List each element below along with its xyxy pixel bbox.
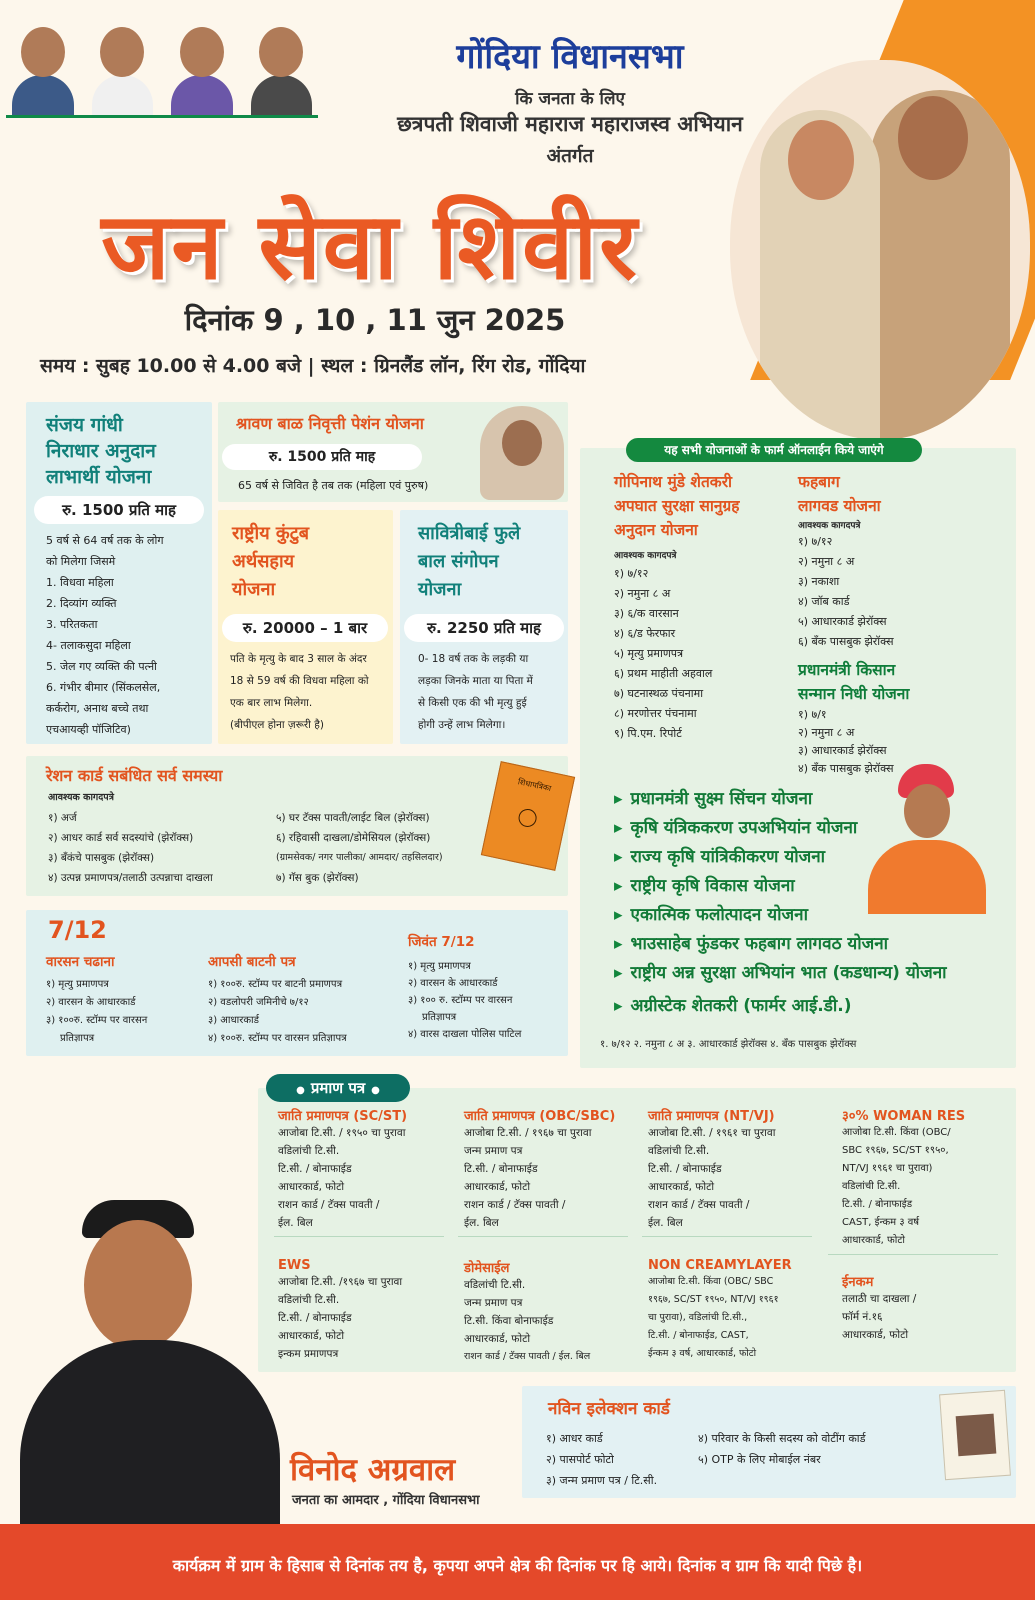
- list-item: १) ७/१२: [798, 535, 833, 548]
- sanjay-title-line: निराधार अनुदान: [46, 440, 156, 462]
- sanjay-title-line: संजय गांधी: [46, 414, 123, 436]
- list-item: जन्म प्रमाण पत्र: [464, 1145, 523, 1157]
- list-item: टि.सी. / बोनाफाईड, CAST,: [648, 1330, 749, 1341]
- election-docs-right: [698, 1428, 866, 1470]
- leader-photo: [245, 19, 319, 115]
- kutumb-panel: [218, 510, 393, 744]
- cert-non-creamylayer: [648, 1258, 808, 1363]
- list-item: आजोबा टि.सी. / १९५० चा पुरावा: [278, 1127, 406, 1139]
- list-item: आधारकार्ड, फोटो: [842, 1235, 905, 1246]
- cert-title: जाति प्रमाणपत्र (NT/VJ): [648, 1109, 775, 1124]
- list-item: राशन कार्ड / टॅक्स पावती /: [648, 1199, 750, 1211]
- list-item: १) अर्ज: [48, 812, 77, 824]
- scheme-item: ▸ प्रधानमंत्री सुक्ष्म सिंचन योजना: [614, 786, 812, 809]
- list-item: आजोबा टि.सी. /१९६७ चा पुरावा: [278, 1276, 403, 1288]
- list-item: पति के मृत्यु के बाद 3 साल के अंदर: [230, 653, 367, 665]
- list-item: 0- 18 वर्ष तक के लड़की या: [418, 653, 529, 665]
- list-item: लड़का जिनके माता या पिता में: [418, 675, 533, 687]
- sanjay-amount: रु. 1500 प्रति माह: [34, 496, 204, 524]
- for-people-text: कि जनता के लिए: [515, 89, 625, 109]
- mla-name: विनोद अग्रवाल: [290, 1452, 456, 1488]
- list-item: ५) मृत्यु प्रमाणपत्र: [614, 647, 684, 660]
- cert-ews: [278, 1258, 438, 1363]
- scheme-item: ▸ एकात्मिक फलोत्पादन योजना: [614, 902, 808, 925]
- savitri-title-line: बाल संगोपन: [418, 551, 499, 572]
- list-item: ४) वारस दाखला पोलिस पाटिल: [408, 1029, 522, 1040]
- list-item: ४) परिवार के किसी सदस्य को वोटींग कार्ड: [698, 1432, 866, 1445]
- list-item: (ग्रामसेवक/ नगर पालीका/ आमदार/ तहसिलदार): [276, 852, 443, 863]
- ration-card-book-image: [481, 761, 575, 871]
- list-item: फॉर्म नं.१६: [842, 1311, 883, 1323]
- ration-card-panel: [26, 756, 568, 896]
- election-card-panel: [522, 1386, 1016, 1498]
- gopinath-title-line: अनुदान योजना: [614, 521, 698, 539]
- leader-photo: [165, 19, 239, 115]
- varsan-title: वारसन चढाना: [46, 954, 115, 970]
- list-item: २) वडलोपरी जमिनीचे ७/१२: [208, 997, 309, 1008]
- kutumb-title-line: राष्ट्रीय कुंटुब: [232, 523, 310, 544]
- leader-photo: [6, 19, 80, 115]
- footer-notice-strip: [0, 1524, 1035, 1600]
- list-item: २) वारसन के आधारकार्ड: [46, 997, 136, 1008]
- list-item: टि.सी. किंवा बोनाफाईड: [464, 1315, 554, 1327]
- gopinath-title-line: गोपिनाथ मुंडे शेतकरी: [614, 473, 733, 491]
- certificates-panel: [258, 1088, 1016, 1372]
- cert-woman-res: [842, 1106, 1002, 1250]
- list-item: ३) नकाशा: [798, 575, 840, 588]
- list-item: २) नमुना ८ अ: [798, 555, 855, 568]
- elderly-woman-photo: [480, 406, 564, 500]
- list-item: आजोबा टि.सी. / १९६१ चा पुरावा: [648, 1127, 776, 1139]
- list-item: होगी उन्हें लाभ मिलेगा।: [418, 719, 506, 731]
- list-item: १) आधर कार्ड: [546, 1432, 603, 1445]
- list-item: ४) जॉब कार्ड: [798, 595, 850, 608]
- list-item: 5. जेल गए व्यक्ति की पत्नी: [46, 660, 157, 673]
- list-item: CAST, ईन्कम ३ वर्ष: [842, 1217, 920, 1228]
- list-item: 18 से 59 वर्ष की विधवा महिला को: [230, 675, 369, 687]
- main-title: जन सेवा शिवीर: [101, 193, 639, 300]
- cert-domicile: [464, 1258, 624, 1366]
- election-title: नविन इलेक्शन कार्ड: [548, 1399, 670, 1419]
- list-item: आधारकार्ड, फोटो: [648, 1181, 715, 1193]
- kutumb-title-line: योजना: [232, 579, 276, 600]
- scheme-item: ▸ अग्रीस्टेक शेतकरी (फार्मर आई.डी.): [614, 993, 851, 1016]
- list-item: २) नमुना ८ अ: [614, 587, 671, 600]
- list-item: आजोबा टि.सी. / १९६७ चा पुरावा: [464, 1127, 592, 1139]
- campaign-title: छत्रपती शिवाजी महाराज महाराजस्व अभियान: [397, 112, 743, 136]
- gopinath-title-line: अपघात सुरक्षा सानुग्रह: [614, 497, 740, 515]
- list-item: ६) बँक पासबुक झेरॉक्स: [798, 635, 894, 648]
- sanjay-title-line: लाभार्थी योजना: [46, 466, 152, 488]
- seven-twelve-title: 7/12: [48, 916, 107, 944]
- gopinath-docs-list: [614, 564, 712, 744]
- kutumb-details: [230, 648, 369, 736]
- cert-sc-st: [278, 1106, 438, 1232]
- list-item: 4- तलाकसुदा महिला: [46, 639, 131, 652]
- fahbag-docs-label: आवश्यक कागदपत्रे: [798, 521, 861, 531]
- savitri-amount: रु. 2250 प्रति माह: [404, 614, 564, 642]
- list-item: 2. दिव्यांग व्यक्ति: [46, 597, 117, 610]
- list-item: टि.सी. / बोनाफाईड: [278, 1312, 352, 1324]
- scheme-item: ▸ कृषि यंत्रिककरण उपअभियांन योजना: [614, 815, 857, 838]
- list-item: ५) आधारकार्ड झेरॉक्स: [798, 615, 887, 628]
- sanjay-gandhi-panel: [26, 402, 212, 744]
- footer-notice: कार्यक्रम में ग्राम के हिसाब से दिनांक तय है, कृपया अपने क्षेत्र की दिनांक पर हि आये। दिनांक व ग्राम कि यादी पिछे है।: [172, 1556, 863, 1575]
- list-item: ५) घर टॅक्स पावती/लाईट बिल (झेरॉक्स): [276, 812, 430, 824]
- list-item: ४) उत्पन्न प्रमाणपत्र/तलाठी उत्पन्नाचा दाखला: [48, 872, 213, 884]
- savitri-title-line: योजना: [418, 579, 462, 600]
- cert-title: जाति प्रमाणपत्र (SC/ST): [278, 1109, 408, 1124]
- list-item: ४) १००रु. स्टॉम्प पर वारसन प्रतिज्ञापत्र: [208, 1033, 347, 1044]
- list-item: २) आधर कार्ड सर्व सदस्यांचे (झेरॉक्स): [48, 832, 194, 844]
- jivant-list: [408, 958, 521, 1043]
- list-item: से किसी एक की भी मृत्यु हुई: [418, 697, 527, 709]
- shravan-bal-panel: [218, 402, 568, 502]
- fahbag-title-line: लागवड योजना: [798, 497, 881, 515]
- list-item: ईल. बिल: [464, 1217, 499, 1229]
- scheme-item: ▸ भाउसाहेब फुंडकर फहबाग लागवठ योजना: [614, 931, 888, 954]
- sanjay-eligibility-list: [46, 530, 164, 740]
- ration-docs-right: [276, 808, 443, 888]
- list-item: ७) घटनास्थळ पंचनामा: [614, 687, 704, 700]
- list-item: राशन कार्ड / टॅक्स पावती / ईल. बिल: [464, 1351, 591, 1362]
- list-item: चा पुरावा), वडिलांची टि.सी.,: [648, 1312, 748, 1323]
- list-item: आधारकार्ड, फोटो: [278, 1181, 345, 1193]
- ration-docs-label: आवश्यक कागदपत्रे: [48, 792, 114, 803]
- list-item: वडिलांची टि.सी.: [464, 1279, 526, 1291]
- list-item: ३) आधारकार्ड झेरॉक्स: [798, 744, 887, 757]
- cert-title: जाति प्रमाणपत्र (OBC/SBC): [464, 1109, 616, 1124]
- agristack-docs: १. ७/१२ २. नमुना ८ अ ३. आधारकार्ड झेरॉक्स ४. बँक पासबुक झेरॉक्स: [600, 1039, 857, 1050]
- cert-obc-sbc: [464, 1106, 624, 1232]
- list-item: तलाठी चा दाखला /: [842, 1293, 917, 1305]
- online-forms-banner: यह सभी योजनाओं के फार्म ऑनलाईन किये जाएंगे: [626, 438, 922, 462]
- list-item: एक बार लाभ मिलेगा.: [230, 697, 313, 709]
- list-item: राशन कार्ड / टॅक्स पावती /: [464, 1199, 566, 1211]
- list-item: 1. विधवा महिला: [46, 576, 114, 589]
- aapsi-list: [208, 976, 347, 1048]
- list-item: ४) बँक पासबुक झेरॉक्स: [798, 762, 894, 775]
- list-item: १) ७/१२: [614, 567, 649, 580]
- scheme-item: ▸ राष्ट्रीय कृषि विकास योजना: [614, 873, 795, 896]
- fahbag-docs-list: [798, 532, 894, 652]
- list-item: को मिलेगा जिसमे: [46, 555, 116, 568]
- list-item: टि.सी. / बोनाफाईड: [648, 1163, 722, 1175]
- list-item: ईल. बिल: [278, 1217, 313, 1229]
- list-item: (बीपीएल होना ज़रूरी है): [230, 719, 324, 731]
- cert-income: [842, 1272, 1002, 1344]
- list-item: १) १००रु. स्टॉम्प पर बाटनी प्रमाणपत्र: [208, 979, 343, 990]
- shravan-amount: रु. 1500 प्रति माह: [222, 444, 422, 470]
- savitribai-panel: [400, 510, 568, 744]
- shravan-title: श्रावण बाळ निवृत्ती पेशंन योजना: [236, 414, 424, 433]
- kutumb-amount: रु. 20000 – 1 बार: [222, 614, 388, 642]
- list-item: आजोबा टि.सी. किंवा (OBC/ SBC: [648, 1276, 774, 1287]
- list-item: ५) OTP के लिए मोबाईल नंबर: [698, 1453, 821, 1466]
- list-item: १) मृत्यु प्रमाणपत्र: [408, 961, 471, 972]
- mla-photo: [20, 1190, 280, 1524]
- leaders-photo-strip: [6, 18, 318, 118]
- list-item: आधारकार्ड, फोटो: [464, 1181, 531, 1193]
- list-item: ७) गॅस बुक (झेरॉक्स): [276, 872, 359, 884]
- list-item: २) नमुना ८ अ: [798, 726, 855, 739]
- cert-title: डोमेसाईल: [464, 1261, 510, 1276]
- assembly-title: गोंदिया विधानसभा: [456, 37, 684, 77]
- jivant-title: जिवंत 7/12: [408, 934, 475, 950]
- event-time-place: समय : सुबह 10.00 से 4.00 बजे | स्थल : ग्रिनलैंड लॉन, रिंग रोड, गोंदिया: [40, 355, 586, 377]
- list-item: टि.सी. / बोनाफाईड: [464, 1163, 538, 1175]
- list-item: ३) १००रु. स्टॉम्प पर वारसन: [46, 1015, 148, 1026]
- list-item: ९) पि.एम. रिपोर्ट: [614, 727, 682, 740]
- list-item: ईल. बिल: [648, 1217, 683, 1229]
- list-item: इन्कम प्रमाणपत्र: [278, 1348, 339, 1360]
- list-item: १) मृत्यु प्रमाणपत्र: [46, 979, 109, 990]
- cert-nt-vj: [648, 1106, 808, 1232]
- list-item: प्रतिज्ञापत्र: [422, 1012, 457, 1023]
- certificates-badge: ● प्रमाण पत्र ●: [266, 1074, 410, 1102]
- cert-title: EWS: [278, 1258, 311, 1273]
- kutumb-title-line: अर्थसहाय: [232, 551, 295, 572]
- voter-id-card-image: [939, 1390, 1011, 1480]
- list-item: ३) १०० रु. स्टॉम्प पर वारसन: [408, 995, 513, 1006]
- kisan-title-line: प्रधानमंत्री किसान: [798, 661, 896, 679]
- list-item: ३) आधारकार्ड: [208, 1015, 259, 1026]
- list-item: वडिलांची टि.सी.: [842, 1181, 901, 1192]
- event-date: दिनांक 9 , 10 , 11 जुन 2025: [184, 303, 566, 337]
- list-item: वडिलांची टि.सी.: [278, 1145, 340, 1157]
- list-item: 5 वर्ष से 64 वर्ष तक के लोग: [46, 534, 164, 547]
- list-item: ८) मरणोत्तर पंचनामा: [614, 707, 697, 720]
- list-item: एचआयव्ही पॉजिटिव): [46, 723, 131, 736]
- list-item: टि.सी. / बोनाफाईड: [278, 1163, 352, 1175]
- seven-twelve-panel: [26, 910, 568, 1056]
- list-item: NT/VJ १९६१ चा पुरावा): [842, 1163, 933, 1174]
- couple-photo: [730, 60, 1030, 440]
- savitri-details: [418, 648, 533, 736]
- list-item: ६) प्रथम माहीती अहवाल: [614, 667, 713, 680]
- certificates-badge-label: प्रमाण पत्र: [310, 1079, 366, 1097]
- varsan-list: [46, 976, 147, 1048]
- list-item: प्रतिज्ञापत्र: [60, 1033, 95, 1044]
- list-item: १) ७/१: [798, 708, 827, 721]
- ration-docs-left: [48, 808, 213, 888]
- list-item: २) वारसन के आधारकार्ड: [408, 978, 498, 989]
- ration-title: रेशन कार्ड सबंधित सर्व समस्या: [46, 766, 223, 785]
- list-item: आधारकार्ड, फोटो: [278, 1330, 345, 1342]
- list-item: राशन कार्ड / टॅक्स पावती /: [278, 1199, 380, 1211]
- election-docs-left: [546, 1428, 657, 1491]
- list-item: ३) ६/क वारसान: [614, 607, 679, 620]
- shravan-note: 65 वर्ष से जिवित है तब तक (महिला एवं पुरुष): [238, 479, 429, 492]
- scheme-item: ▸ राज्य कृषि यांत्रिकीकरण योजना: [614, 844, 825, 867]
- under-text: अंतर्गत: [546, 145, 594, 167]
- list-item: आधारकार्ड, फोटो: [842, 1329, 909, 1341]
- cert-title: NON CREAMYLAYER: [648, 1258, 792, 1273]
- ration-book-title: शिधापत्रिका: [517, 777, 552, 794]
- cert-title: ईनकम: [842, 1275, 874, 1290]
- list-item: आधारकार्ड, फोटो: [464, 1333, 531, 1345]
- cert-title: ३०% WOMAN RES: [842, 1109, 966, 1124]
- list-item: आजोबा टि.सी. किंवा (OBC/: [842, 1127, 951, 1138]
- kisan-title-line: सन्मान निधी योजना: [798, 685, 910, 703]
- gopinath-docs-label: आवश्यक कागदपत्रे: [614, 551, 677, 561]
- mla-designation: जनता का आमदार , गोंदिया विधानसभा: [292, 1493, 480, 1508]
- list-item: ३) बँकंचे पासबुक (झेरॉक्स): [48, 852, 155, 864]
- list-item: २) पासपोर्ट फोटो: [546, 1453, 614, 1466]
- list-item: SBC १९६७, SC/ST १९५०,: [842, 1145, 949, 1156]
- list-item: १९६७, SC/ST १९५०, NT/VJ १९६१: [648, 1294, 779, 1305]
- savitri-title-line: सावित्रीबाई फुले: [418, 523, 521, 544]
- list-item: टि.सी. / बोनाफाईड: [842, 1199, 913, 1210]
- farmer-photo: [868, 764, 998, 914]
- list-item: ६) रहिवासी दाखला/डोमेसियल (झेरॉक्स): [276, 832, 431, 844]
- list-item: वडिलांची टि.सी.: [278, 1294, 340, 1306]
- list-item: ३) जन्म प्रमाण पत्र / टि.सी.: [546, 1474, 658, 1487]
- list-item: कर्करोग, अनाथ बच्चे तथा: [46, 702, 149, 715]
- list-item: 3. परितकता: [46, 618, 98, 631]
- leader-photo: [86, 19, 160, 115]
- list-item: ४) ६/ड फेरफार: [614, 627, 676, 640]
- fahbag-title-line: फहबाग: [798, 473, 840, 491]
- list-item: जन्म प्रमाण पत्र: [464, 1297, 523, 1309]
- list-item: 6. गंभीर बीमार (सिंकलसेल,: [46, 681, 161, 694]
- aapsi-title: आपसी बाटनी पत्र: [208, 954, 296, 970]
- list-item: वडिलांची टि.सी.: [648, 1145, 710, 1157]
- list-item: ईन्कम ३ वर्ष, आधारकार्ड, फोटो: [648, 1348, 757, 1359]
- scheme-item: ▸ राष्ट्रीय अन्न सुरक्षा अभियांन भात (कडधान्य) योजना: [614, 960, 947, 983]
